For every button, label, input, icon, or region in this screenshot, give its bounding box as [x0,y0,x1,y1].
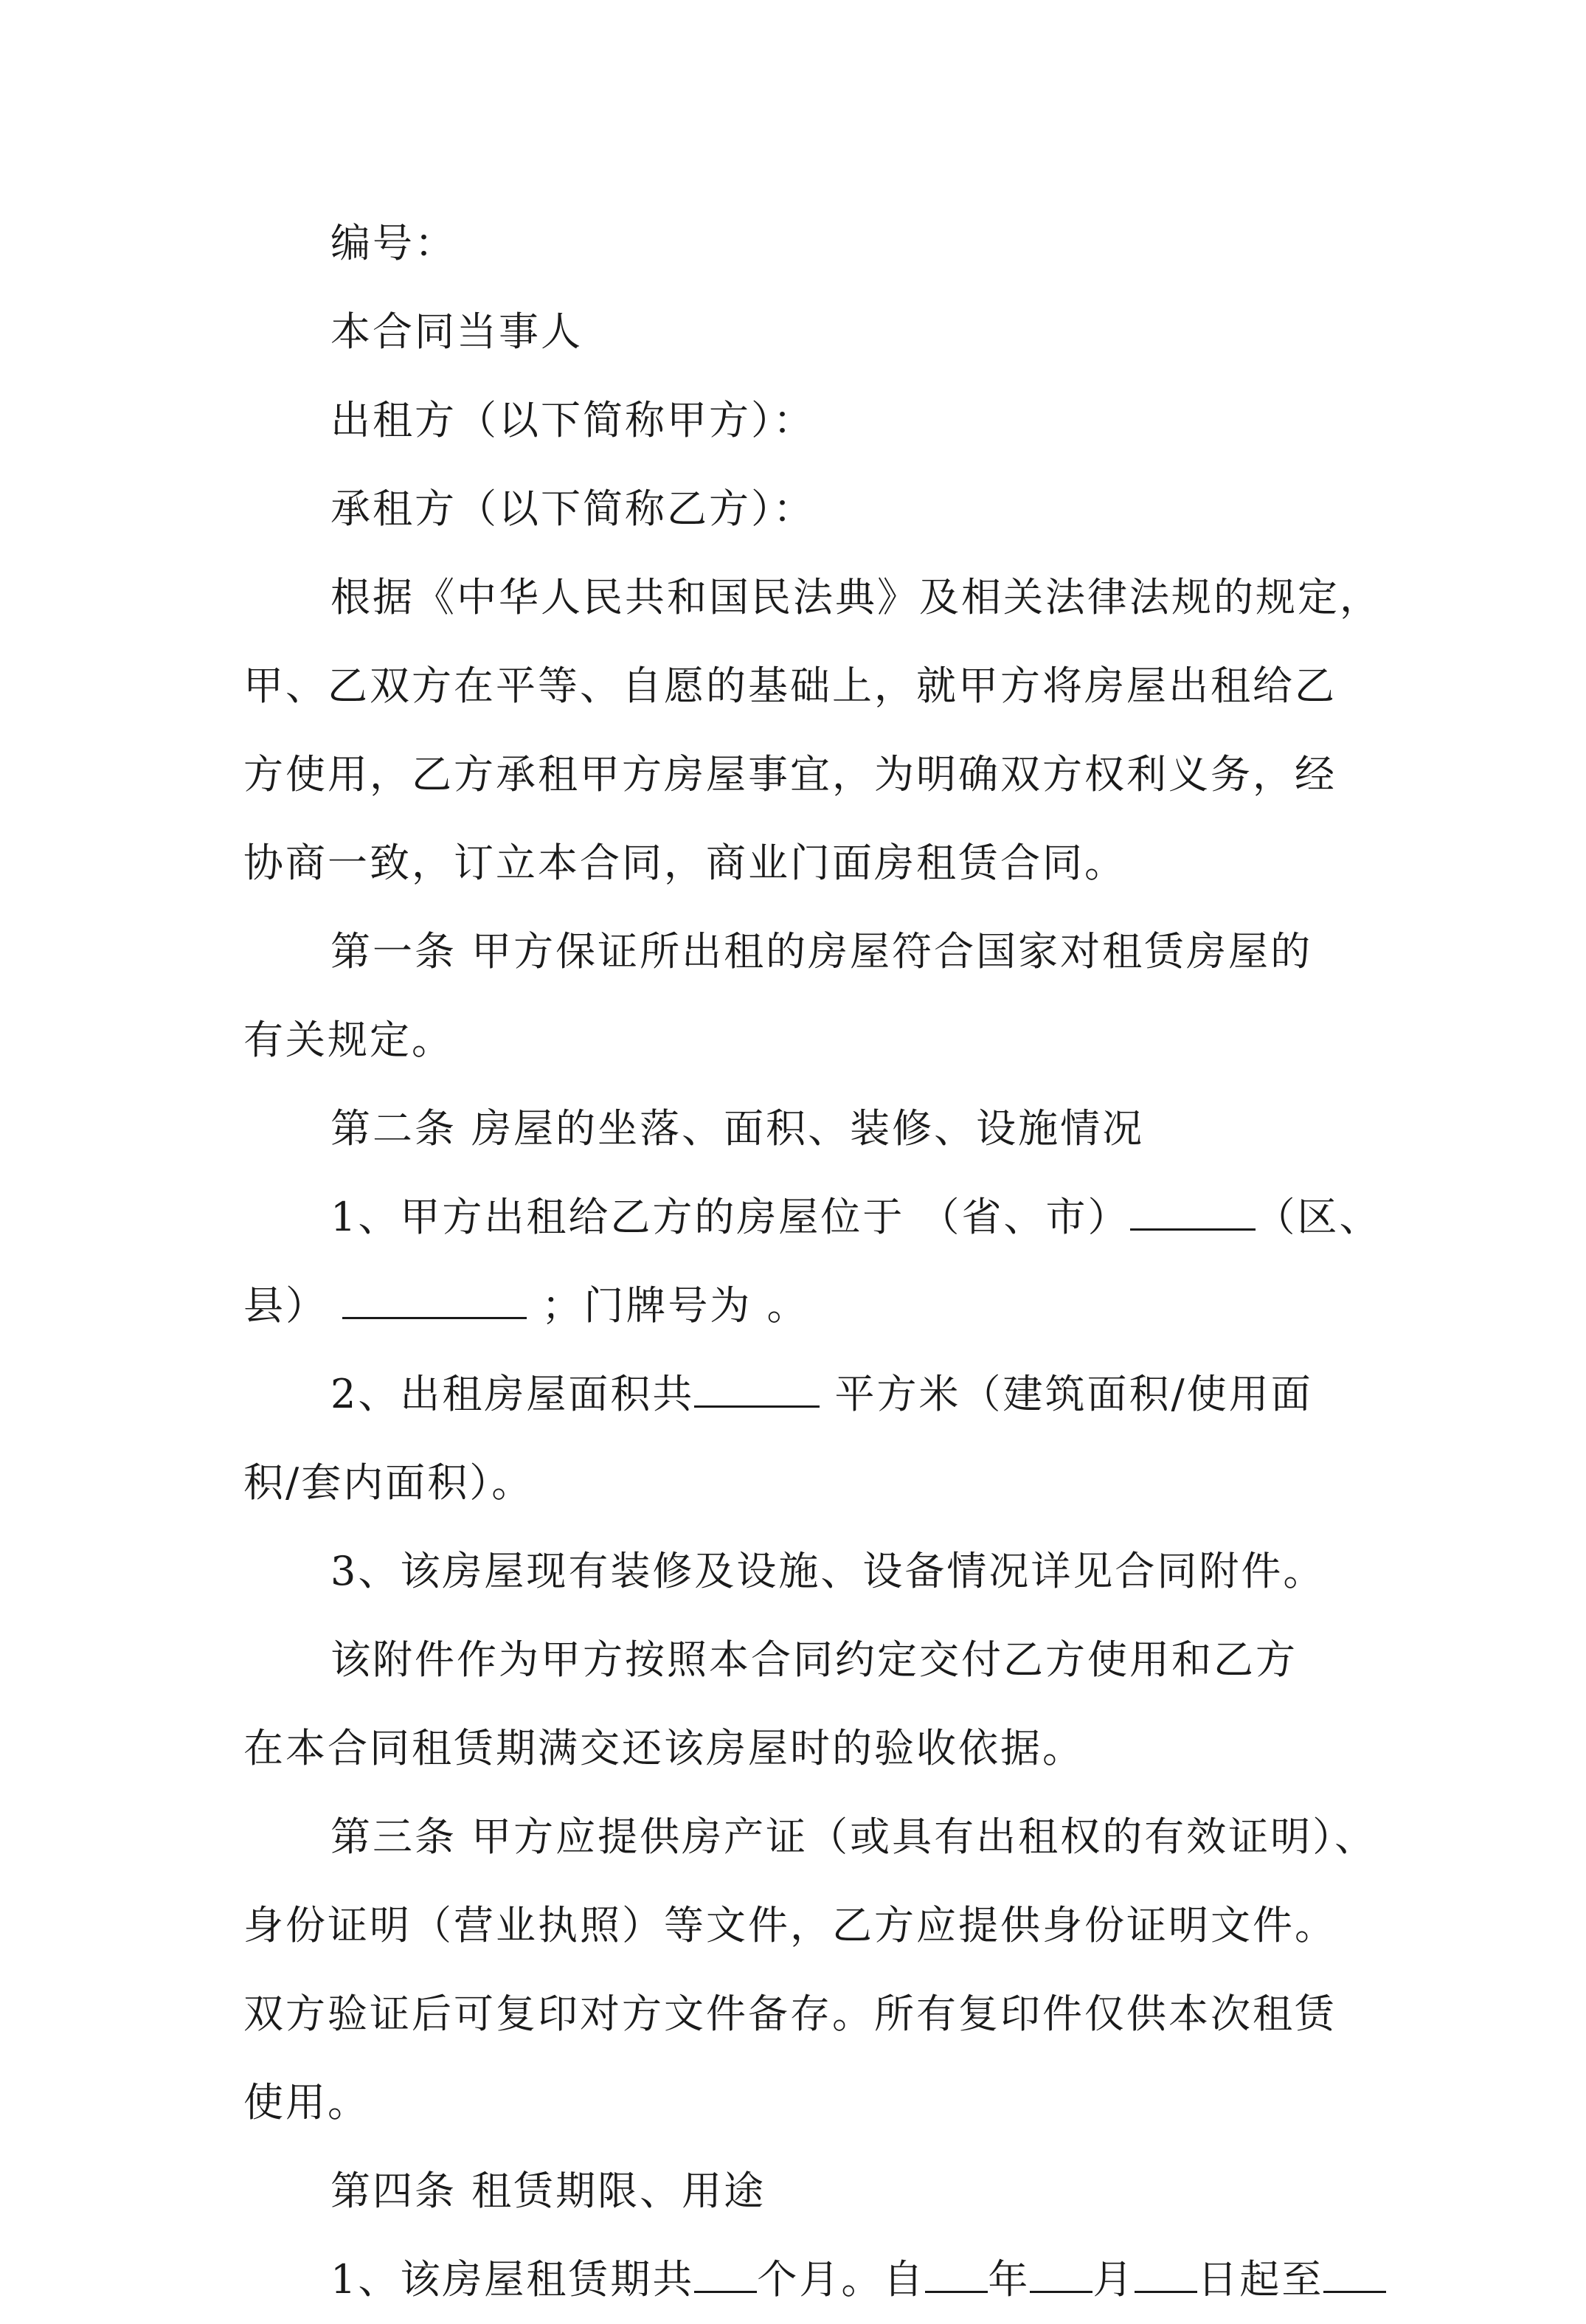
area-text-a: 2、出租房屋面积共 [330,1371,695,1417]
end-date-blank[interactable] [1323,2249,1386,2293]
area-line-2: 积/套内面积）。 [243,1459,534,1506]
contract-number-line: 编号： [330,220,457,266]
county-text: 县） [243,1282,328,1329]
term-line [243,2235,1350,2324]
preamble-line-1: 根据《中华人民共和国民法典》及相关法律法规的规定， [330,574,1382,620]
year-blank[interactable] [925,2249,988,2293]
preamble-line-3: 方使用，乙方承租甲方房屋事宜，为明确双方权利义务，经 [243,751,1337,798]
term-text-d: 月 [1092,2256,1135,2303]
contract-body [243,199,1382,2324]
article-1-line-1: 第一条 甲方保证所出租的房屋符合国家对租赁房屋的 [330,928,1313,975]
city-blank[interactable] [1130,1187,1256,1231]
lessee-line: 承租方（以下简称乙方）： [330,485,815,532]
parties-heading: 本合同当事人 [330,308,583,355]
day-blank[interactable] [1135,2249,1197,2293]
term-text-b: 个月。自 [757,2256,926,2303]
article-1-line-2: 有关规定。 [243,1017,454,1063]
attachment-line-2: 在本合同租赁期满交还该房屋时的验收依据。 [243,1725,1084,1771]
location-text-a: 1、甲方出租给乙方的房屋位于 （省、市） [330,1194,1130,1240]
article-3-line-1: 第三条 甲方应提供房产证（或具有出租权的有效证明）、 [330,1813,1377,1860]
location-line-2 [243,1262,1350,1350]
article-3-line-4: 使用。 [243,2079,370,2126]
term-text-c: 年 [988,2256,1031,2303]
location-line-1 [243,1173,1382,1262]
county-blank[interactable] [342,1276,527,1319]
months-blank[interactable] [694,2249,757,2293]
article-3-line-3: 双方验证后可复印对方文件备存。所有复印件仅供本次租赁 [243,1991,1337,2037]
article-4-heading: 第四条 租赁期限、用途 [330,2168,766,2214]
house-number-text: ；门牌号为 。 [541,1282,809,1329]
location-text-b: （区、 [1255,1194,1382,1240]
preamble-line-2: 甲、乙双方在平等、自愿的基础上，就甲方将房屋出租给乙 [243,663,1337,709]
preamble-line-4: 协商一致，订立本合同，商业门面房租赁合同。 [243,840,1126,886]
article-3-line-2: 身份证明（营业执照）等文件，乙方应提供身份证明文件。 [243,1902,1337,1948]
term-text-e: 日起至 [1197,2256,1324,2303]
term-text-a: 1、该房屋租赁期共 [330,2256,695,2303]
lessor-line: 出租方（以下简称甲方）： [330,397,815,443]
fixtures-line: 3、该房屋现有装修及设施、设备情况详见合同附件。 [330,1548,1326,1594]
area-blank[interactable] [694,1364,820,1408]
month-blank[interactable] [1030,2249,1092,2293]
area-line-1 [243,1350,1350,1439]
attachment-line-1: 该附件作为甲方按照本合同约定交付乙方使用和乙方 [330,1636,1298,1683]
article-2-heading: 第二条 房屋的坐落、面积、装修、设施情况 [330,1105,1145,1152]
area-text-b: 平方米（建筑面积/使用面 [820,1371,1313,1417]
